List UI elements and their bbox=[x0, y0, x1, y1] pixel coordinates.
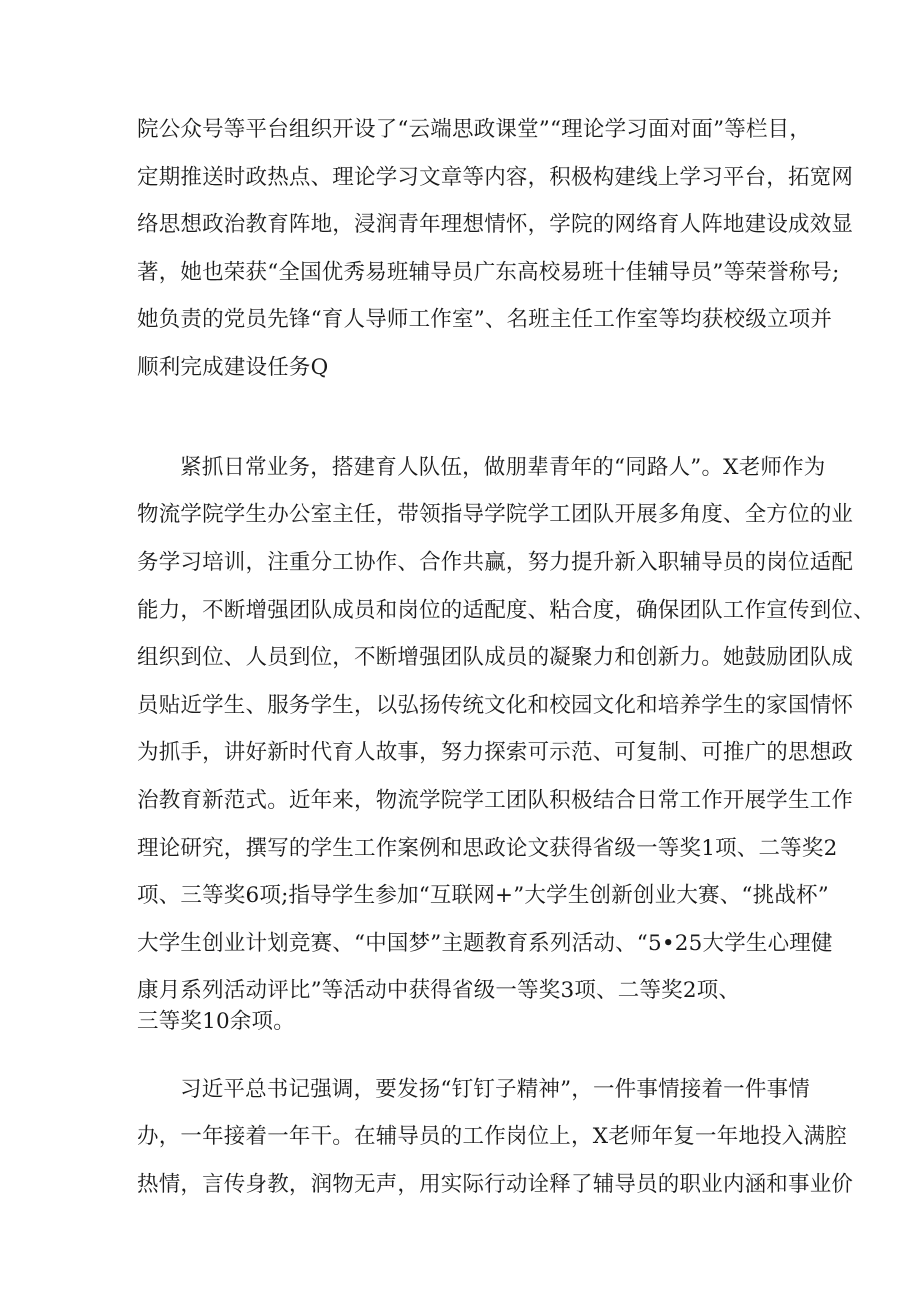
text-line: 紧抓日常业务，搭建育人队伍，做朋辈青年的“同路人”。X老师作为 bbox=[180, 455, 826, 480]
text-line: 为抓手，讲好新时代育人故事，努力探索可示范、可复制、可推广的思想政 bbox=[137, 740, 854, 765]
text-line: 能力，不断增强团队成员和岗位的适配度、粘合度，确保团队工作宣传到位、 bbox=[137, 598, 875, 623]
text-line: 定期推送时政热点、理论学习文章等内容，积极构建线上学习平台，拓宽网 bbox=[137, 165, 854, 190]
text-line: 院公众号等平台组织开设了“云端思政课堂”“理论学习面对面”等栏目， bbox=[137, 117, 812, 142]
text-line: 办，一年接着一年干。在辅导员的工作岗位上，X老师年复一年地投入满腔 bbox=[137, 1124, 847, 1149]
text-line: 务学习培训，注重分工协作、合作共赢，努力提升新入职辅导员的岗位适配 bbox=[137, 550, 854, 575]
text-line: 顺利完成建设任务Q bbox=[137, 355, 329, 380]
text-line: 络思想政治教育阵地，浸润青年理想情怀，学院的网络育人阵地建设成效显 bbox=[137, 212, 854, 237]
text-line: 她负责的党员先锋“育人导师工作室”、名班主任工作室等均获校级立项并 bbox=[137, 307, 833, 332]
text-line: 著，她也荣获“全国优秀易班辅导员广东高校易班十佳辅导员”等荣誉称号; bbox=[137, 260, 840, 285]
text-line: 三等奖10余项。 bbox=[137, 1009, 295, 1034]
text-line: 物流学院学生办公室主任，带领指导学院学工团队开展多角度、全方位的业 bbox=[137, 502, 854, 527]
text-line: 组织到位、人员到位，不断增强团队成员的凝聚力和创新力。她鼓励团队成 bbox=[137, 645, 854, 670]
text-line: 热情，言传身教，润物无声，用实际行动诠释了辅导员的职业内涵和事业价 bbox=[137, 1172, 854, 1197]
text-line: 大学生创业计划竞赛、“中国梦”主题教育系列活动、“5•25大学生心理健 bbox=[137, 931, 833, 956]
text-line: 康月系列活动评比”等活动中获得省级一等奖3项、二等奖2项、 bbox=[137, 978, 741, 1003]
text-line: 理论研究，撰写的学生工作案例和思政论文获得省级一等奖1项、二等奖2 bbox=[137, 836, 838, 861]
text-line: 习近平总书记强调，要发扬“钉钉子精神”，一件事情接着一件事情 bbox=[180, 1077, 810, 1102]
text-line: 员贴近学生、服务学生，以弘扬传统文化和校园文化和培养学生的家国情怀 bbox=[137, 693, 854, 718]
text-line: 项、三等奖6项;指导学生参加“互联网+”大学生创新创业大赛、“挑战杯” bbox=[137, 883, 829, 908]
text-line: 治教育新范式。近年来，物流学院学工团队积极结合日常工作开展学生工作 bbox=[137, 788, 854, 813]
